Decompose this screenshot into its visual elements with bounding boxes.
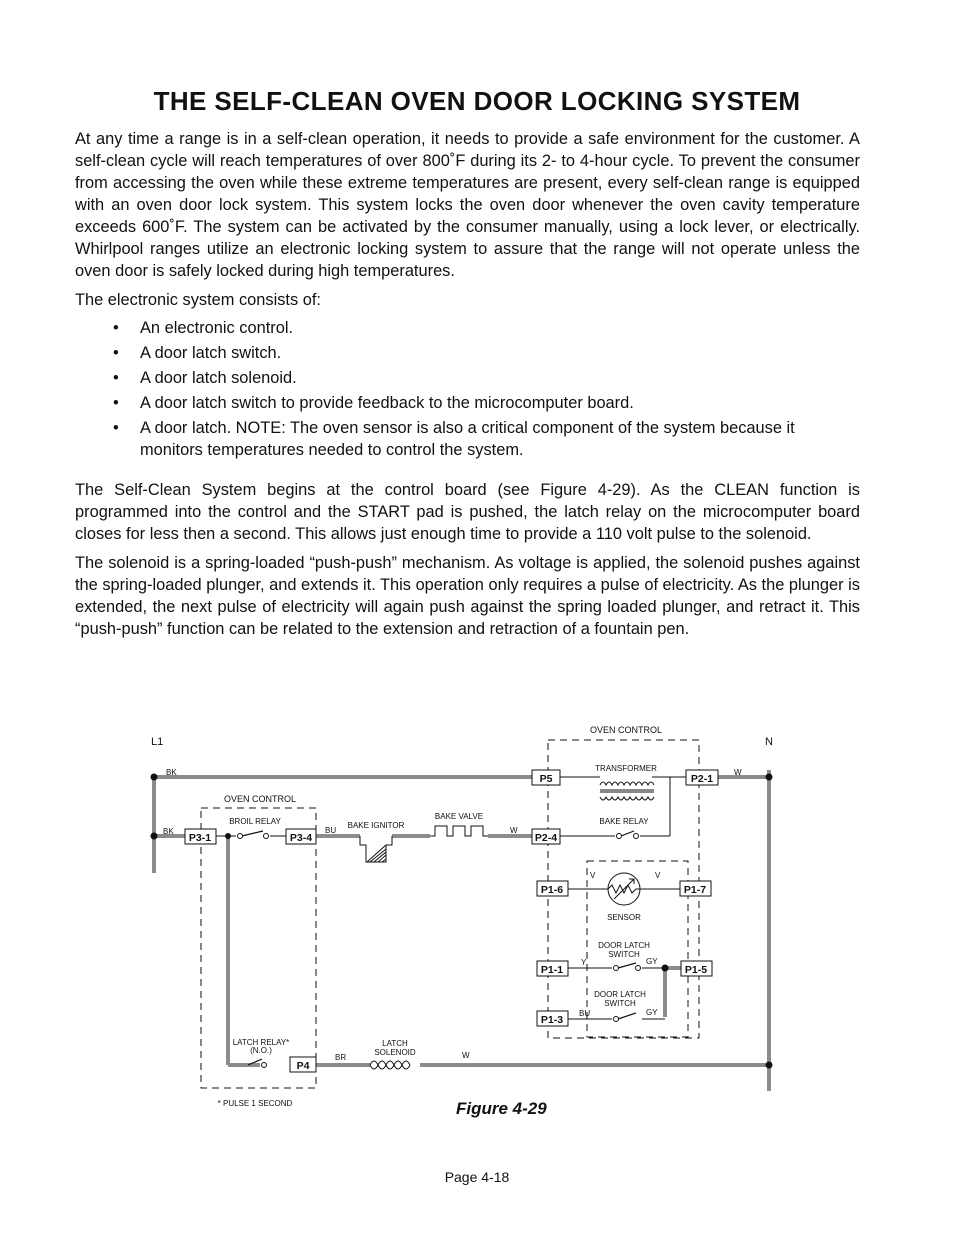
bullet-icon: • bbox=[113, 369, 119, 387]
list-item: • A door latch solenoid. bbox=[113, 369, 297, 387]
connector-p1-3: P1-3 bbox=[540, 1014, 564, 1026]
door-latch-switch-label: DOOR LATCH bbox=[598, 941, 650, 950]
bake-ignitor-label: BAKE IGNITOR bbox=[347, 821, 405, 830]
wire-label-br: BR bbox=[335, 1053, 347, 1062]
transformer-icon bbox=[600, 782, 654, 800]
svg-text:SWITCH: SWITCH bbox=[608, 950, 640, 959]
component-list bbox=[75, 317, 860, 461]
self-clean-paragraph: The Self-Clean System begins at the control board (see Figure 4-29). As the CLEAN function is programmed into the control and the START pad is pushed, the latch relay on the microcomputer board closes for less then a second. This allows just enough time to provide a 110 volt pulse to the solenoid. bbox=[75, 481, 860, 543]
n-label: N bbox=[765, 736, 773, 748]
body-text bbox=[75, 128, 860, 647]
list-item: • An electronic control. bbox=[113, 319, 294, 337]
connector-p1-7: P1-7 bbox=[683, 884, 707, 896]
page-number: Page 4-18 bbox=[444, 1169, 510, 1185]
intro-paragraph: At any time a range is in a self-clean operation, it needs to provide a safe environment for the customer. A self-clean cycle will reach temperatures of over 800˚F during its 2- to 4-hour cycle. To prevent the consumer from accessing the oven while these extreme temperatures are present, every self-clean range is equipped with an oven door lock system. This system locks the oven door whenever the oven cavity temperature exceeds 600˚F. The system can be activated by the consumer manually, using a lock lever, or electrically. Whirlpool ranges utilize an electronic locking system to assure that the range will not operate unless the oven door is safely locked during high temperatures. bbox=[75, 130, 860, 280]
connector-p4: P4 bbox=[296, 1060, 310, 1072]
svg-text:SOLENOID: SOLENOID bbox=[374, 1048, 416, 1057]
wiring-diagram bbox=[0, 710, 954, 1110]
door-latch-switch-2-contact bbox=[618, 1013, 636, 1019]
connector-p1-5: P1-5 bbox=[684, 964, 708, 976]
transformer-label: TRANSFORMER bbox=[595, 764, 657, 773]
svg-text:(N.O.): (N.O.) bbox=[250, 1046, 272, 1055]
figure-caption: Figure 4-29 bbox=[456, 1099, 547, 1118]
wire-label-bu: BU bbox=[325, 826, 337, 835]
svg-text:SWITCH: SWITCH bbox=[604, 999, 636, 1008]
broil-relay-label: BROIL RELAY bbox=[229, 817, 281, 826]
bullet-icon: • bbox=[113, 344, 119, 362]
wire-label-w-top: W bbox=[734, 768, 742, 777]
door-latch-switch-2-label: DOOR LATCH bbox=[594, 990, 646, 999]
bullet-icon: • bbox=[113, 394, 119, 412]
bake-relay-contact bbox=[621, 831, 634, 836]
bullet-icon: • bbox=[113, 319, 119, 337]
wire-label-bk-mid: BK bbox=[163, 827, 174, 836]
wire-label-w-bottom: W bbox=[462, 1051, 470, 1060]
solenoid-paragraph: The solenoid is a spring-loaded “push-push” mechanism. As voltage is applied, the solenoid pushes against the spring-loaded plunger, and extends it. This operation only requires a pulse of electricity. As the plunger is extended, the next pulse of electricity will again push against the spring loaded plunger, and retract it. This “push-push” function can be related to the extension and retraction of a fountain pen. bbox=[75, 554, 860, 638]
list-item: • A door latch switch to provide feedback to the microcomputer board. bbox=[113, 394, 634, 412]
latch-solenoid-icon bbox=[370, 1061, 410, 1069]
wire-label-v-right: V bbox=[655, 871, 661, 880]
latch-solenoid-label: LATCH bbox=[382, 1039, 408, 1048]
bullet-icon: • bbox=[113, 419, 119, 437]
door-latch-switch-contact bbox=[618, 963, 636, 968]
connector-p2-1: P2-1 bbox=[690, 773, 714, 785]
bake-valve-label: BAKE VALVE bbox=[434, 812, 484, 821]
wire-label-w-valve: W bbox=[510, 826, 518, 835]
connector-p2-4: P2-4 bbox=[534, 832, 558, 844]
wire-label-bk-top: BK bbox=[166, 768, 177, 777]
list-item: • A door latch. NOTE: The oven sensor is also a critical component of the system because it monitors temperatures needed to control the system. bbox=[113, 419, 795, 459]
bake-valve-icon bbox=[430, 826, 488, 836]
connector-p1-1: P1-1 bbox=[540, 964, 564, 976]
connector-p3-1: P3-1 bbox=[188, 832, 212, 844]
sensor-icon bbox=[608, 873, 640, 905]
list-intro: The electronic system consists of: bbox=[75, 291, 321, 309]
wire-label-gy-2: GY bbox=[646, 1008, 658, 1017]
l1-label: L1 bbox=[151, 736, 164, 748]
connector-p5: P5 bbox=[539, 773, 553, 785]
bake-relay-label: BAKE RELAY bbox=[599, 817, 649, 826]
oven-control-label-top: OVEN CONTROL bbox=[589, 725, 663, 735]
broil-relay-contact bbox=[242, 831, 263, 836]
wire-label-gy-1: GY bbox=[646, 957, 658, 966]
wire-label-v-left: V bbox=[590, 871, 596, 880]
bake-ignitor-icon bbox=[360, 836, 392, 862]
connector-p1-6: P1-6 bbox=[540, 884, 564, 896]
wire-label-bu-switch: BU bbox=[579, 1009, 591, 1018]
latch-relay-label: LATCH RELAY* bbox=[232, 1038, 290, 1047]
oven-control-label-left: OVEN CONTROL bbox=[223, 794, 297, 804]
connector-p3-4: P3-4 bbox=[289, 832, 313, 844]
page-title: THE SELF-CLEAN OVEN DOOR LOCKING SYSTEM bbox=[153, 86, 801, 116]
wire-label-y: Y bbox=[581, 958, 587, 967]
list-item: • A door latch switch. bbox=[113, 344, 282, 362]
sensor-label: SENSOR bbox=[607, 913, 641, 922]
pulse-note: * PULSE 1 SECOND bbox=[217, 1099, 293, 1108]
